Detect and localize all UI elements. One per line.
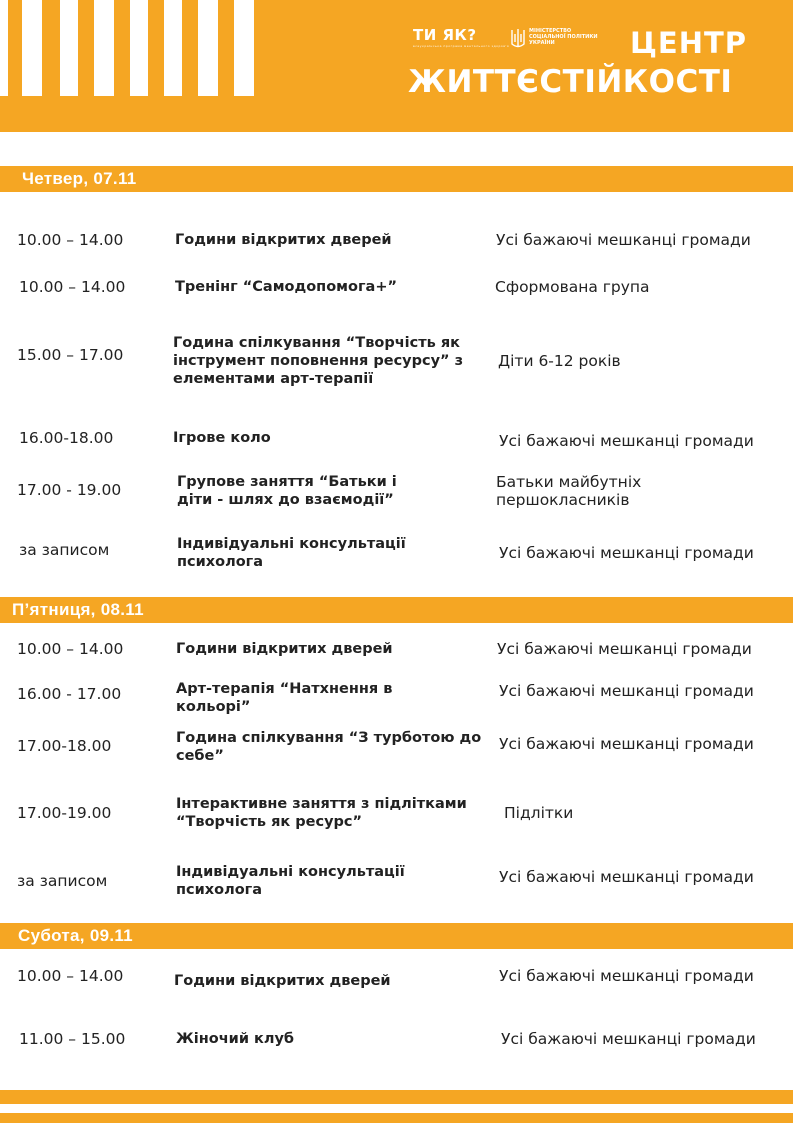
ministry-logo-text: МІНІСТЕРСТВО СОЦІАЛЬНОЇ ПОЛІТИКИ УКРАЇНИ bbox=[529, 28, 598, 46]
event-time: 10.00 – 14.00 bbox=[17, 640, 124, 658]
event-title: Ігрове коло bbox=[173, 430, 271, 446]
event-audience: Усі бажаючі мешканці громади bbox=[499, 432, 754, 450]
event-title: Години відкритих дверей bbox=[176, 641, 393, 657]
trident-icon bbox=[511, 28, 525, 50]
event-time: 10.00 – 14.00 bbox=[17, 231, 124, 249]
event-time: 17.00 - 19.00 bbox=[17, 481, 122, 499]
event-audience: Усі бажаючі мешканці громади bbox=[496, 231, 751, 249]
event-title: Година спілкування “Творчість як інструмент поповнення ресурсу” з елементами арт-терапії bbox=[173, 335, 464, 387]
event-title: Години відкритих дверей bbox=[175, 232, 392, 248]
decor-stripe bbox=[94, 0, 114, 96]
event-title: Індивідуальні консультації психолога bbox=[177, 536, 406, 570]
event-audience: Сформована група bbox=[495, 278, 650, 296]
event-audience: Усі бажаючі мешканці громади bbox=[499, 735, 754, 753]
event-title: Години відкритих дверей bbox=[174, 973, 391, 989]
decor-stripe bbox=[130, 0, 148, 96]
event-title: Арт-терапія “Натхнення в кольорі” bbox=[176, 681, 393, 715]
day-label: Субота, 09.11 bbox=[18, 926, 133, 945]
decor-stripe bbox=[22, 0, 42, 96]
decor-stripe bbox=[198, 0, 218, 96]
center-title-line2: ЖИТТЄСТІЙКОСТІ bbox=[408, 64, 733, 100]
event-title: Групове заняття “Батьки і діти - шлях до взаємодії” bbox=[177, 474, 397, 508]
event-time: 10.00 – 14.00 bbox=[17, 967, 124, 985]
tiyak-logo-subtext: всеукраїнська програма ментального здоров'я bbox=[413, 44, 510, 48]
event-audience: Батьки майбутніх першокласників bbox=[496, 473, 642, 509]
event-time: за записом bbox=[19, 541, 110, 559]
header-banner bbox=[0, 0, 793, 132]
event-title: Жіночий клуб bbox=[176, 1031, 295, 1047]
event-audience: Усі бажаючі мешканці громади bbox=[497, 640, 752, 658]
event-time: 16.00-18.00 bbox=[19, 429, 114, 447]
tiyak-logo bbox=[413, 26, 509, 48]
event-time: за записом bbox=[17, 872, 108, 890]
day-header bbox=[0, 923, 793, 949]
event-time: 11.00 – 15.00 bbox=[19, 1030, 126, 1048]
event-audience: Підлітки bbox=[504, 804, 574, 822]
tiyak-logo-text: ТИ ЯК? bbox=[413, 26, 477, 44]
event-title: Індивідуальні консультації психолога bbox=[176, 864, 405, 898]
decor-stripe bbox=[60, 0, 78, 96]
footer-band bbox=[0, 1090, 793, 1104]
footer-band bbox=[0, 1113, 793, 1123]
event-audience: Усі бажаючі мешканці громади bbox=[499, 682, 754, 700]
day-label: П’ятниця, 08.11 bbox=[12, 600, 144, 619]
event-audience: Усі бажаючі мешканці громади bbox=[499, 544, 754, 562]
event-audience: Усі бажаючі мешканці громади bbox=[499, 967, 754, 985]
center-title-line1: ЦЕНТР bbox=[630, 26, 748, 60]
event-time: 15.00 – 17.00 bbox=[17, 346, 124, 364]
event-title: Година спілкування “З турботою до себе” bbox=[176, 730, 482, 764]
decor-stripe bbox=[164, 0, 182, 96]
day-header bbox=[0, 166, 793, 192]
event-time: 17.00-18.00 bbox=[17, 737, 112, 755]
decor-stripe bbox=[234, 0, 254, 96]
event-time: 10.00 – 14.00 bbox=[19, 278, 126, 296]
event-title: Інтерактивне заняття з підлітками “Творчість як ресурс” bbox=[176, 796, 467, 830]
event-time: 16.00 - 17.00 bbox=[17, 685, 122, 703]
decor-stripe bbox=[0, 0, 8, 96]
header-band bbox=[0, 96, 793, 132]
day-label: Четвер, 07.11 bbox=[22, 169, 137, 188]
event-audience: Усі бажаючі мешканці громади bbox=[499, 868, 754, 886]
event-audience: Усі бажаючі мешканці громади bbox=[501, 1030, 756, 1048]
day-header bbox=[0, 597, 793, 623]
event-time: 17.00-19.00 bbox=[17, 804, 112, 822]
event-audience: Діти 6-12 років bbox=[498, 352, 621, 370]
event-title: Тренінг “Самодопомога+” bbox=[175, 279, 398, 295]
